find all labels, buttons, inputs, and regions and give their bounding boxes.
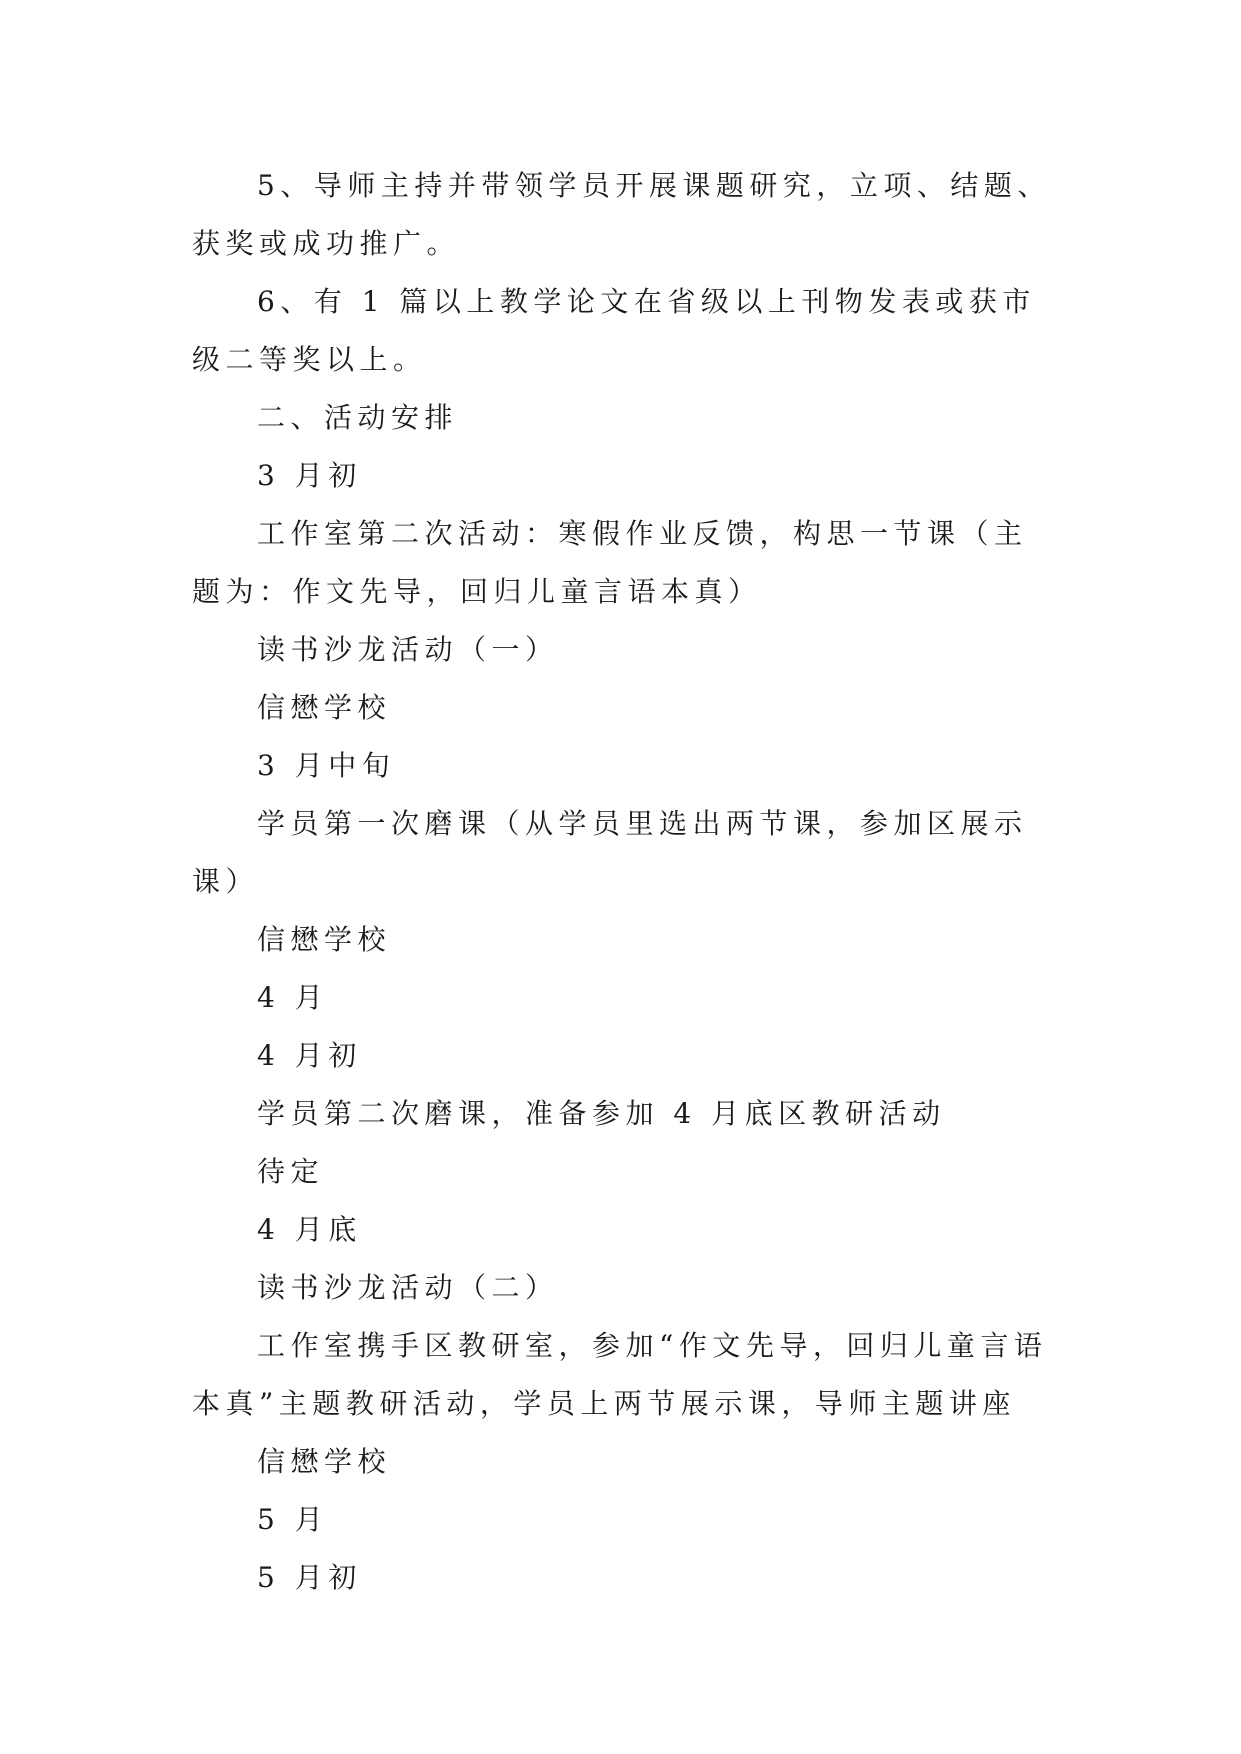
section-heading-activities: 二、活动安排	[257, 401, 459, 434]
paragraph-activity: 读书沙龙活动（二）	[257, 1271, 559, 1304]
paragraph-date: 4 月底	[257, 1213, 362, 1246]
paragraph-location: 待定	[257, 1155, 325, 1188]
paragraph-activity: 学员第一次磨课（从学员里选出两节课，参加区展示课）	[192, 807, 1028, 898]
paragraph-requirement-5: 5、导师主持并带领学员开展课题研究，立项、结题、获奖或成功推广。	[192, 169, 1051, 260]
paragraph-activity: 学员第二次磨课，准备参加 4 月底区教研活动	[257, 1097, 946, 1130]
paragraph-month: 4 月	[257, 981, 329, 1014]
paragraph-requirement-6: 6、有 1 篇以上教学论文在省级以上刊物发表或获市级二等奖以上。	[192, 285, 1036, 376]
document-body	[192, 157, 1052, 1607]
paragraph-date: 4 月初	[257, 1039, 362, 1072]
paragraph-activity: 工作室携手区教研室，参加“作文先导，回归儿童言语本真”主题教研活动，学员上两节展示课，导师主题讲座	[192, 1329, 1048, 1420]
paragraph-activity: 工作室第二次活动：寒假作业反馈，构思一节课（主题为：作文先导，回归儿童言语本真）	[192, 517, 1028, 608]
paragraph-date: 3 月初	[257, 459, 362, 492]
paragraph-date: 3 月中旬	[257, 749, 396, 782]
paragraph-location: 信懋学校	[257, 923, 392, 956]
paragraph-date: 5 月初	[257, 1561, 362, 1594]
paragraph-location: 信懋学校	[257, 691, 392, 724]
paragraph-location: 信懋学校	[257, 1445, 392, 1478]
paragraph-month: 5 月	[257, 1503, 329, 1536]
paragraph-activity: 读书沙龙活动（一）	[257, 633, 559, 666]
